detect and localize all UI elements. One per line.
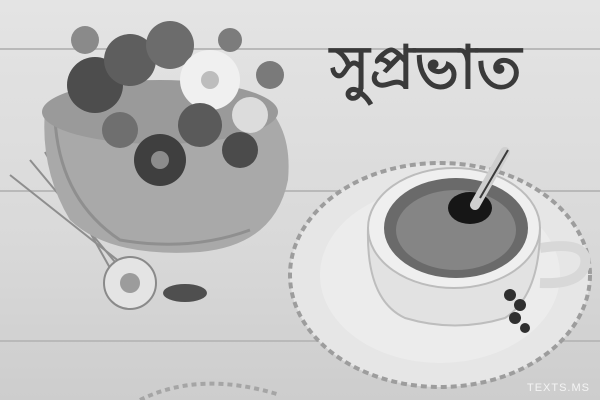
loose-flower (104, 257, 207, 309)
watermark-logo: TEXTS.MS (526, 382, 590, 394)
lace-edge (140, 384, 280, 400)
greeting-text: সুপ্রভাত (330, 33, 522, 103)
